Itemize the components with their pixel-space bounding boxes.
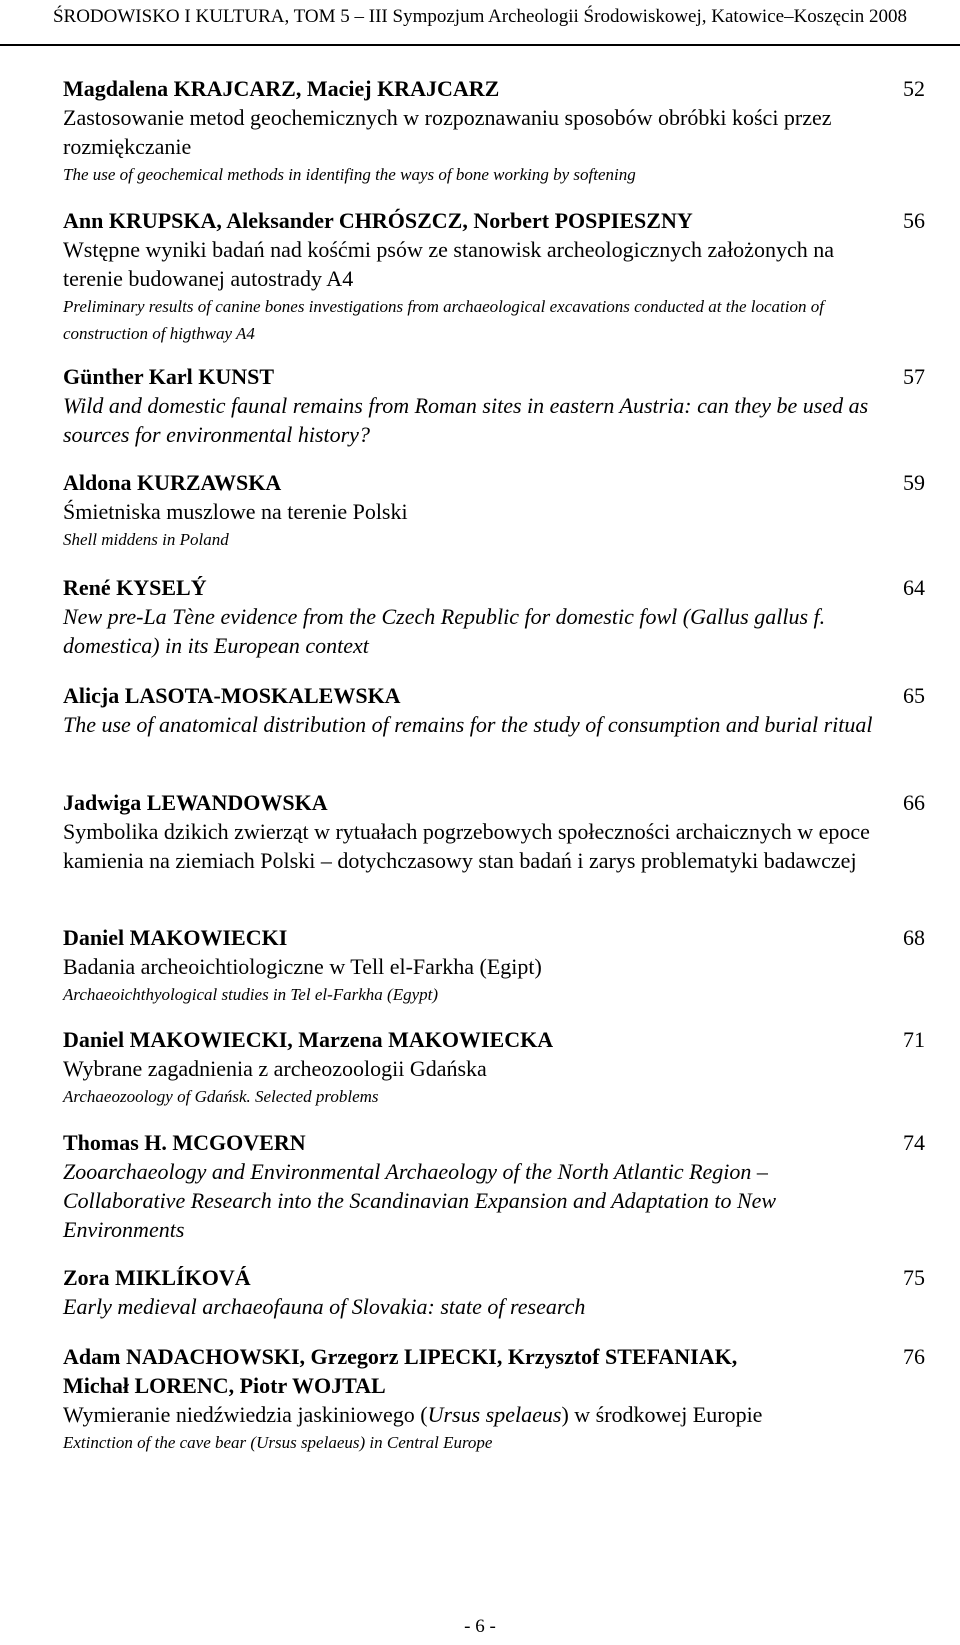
- entry-title-en: The use of anatomical distribution of remains for the study of consumption and burial ritual: [63, 712, 873, 737]
- entry-title-pl: [63, 1400, 893, 1429]
- entry-title-en: Preliminary results of canine bones investigations from archaeological excavations conducted at the location of construction of higthway A4: [63, 297, 824, 343]
- entry-title-pl: Śmietniska muszlowe na terenie Polski: [63, 499, 408, 524]
- entry-title-pl: Zastosowanie metod geochemicznych w rozpoznawaniu sposobów obróbki kości przez rozmiękczanie: [63, 105, 832, 159]
- entry-authors: Günther Karl KUNST: [63, 364, 275, 389]
- toc-entry: [63, 1128, 893, 1244]
- entry-page-number: 68: [903, 925, 925, 950]
- entry-authors: Ann KRUPSKA, Aleksander CHRÓSZCZ, Norbert POSPIESZNY: [63, 208, 693, 233]
- entry-authors: Aldona KURZAWSKA: [63, 470, 282, 495]
- entry-title-pl: Wstępne wyniki badań nad kośćmi psów ze stanowisk archeologicznych założonych na terenie budowanej autostrady A4: [63, 237, 834, 291]
- entry-page-number: 71: [903, 1027, 925, 1052]
- toc-entry: [63, 74, 893, 188]
- entry-page-number: 76: [903, 1344, 925, 1369]
- entry-authors: Adam NADACHOWSKI, Grzegorz LIPECKI, Krzysztof STEFANIAK,: [63, 1344, 738, 1369]
- running-header: ŚRODOWISKO I KULTURA, TOM 5 – III Sympozjum Archeologii Środowiskowej, Katowice–Koszęcin 2008: [52, 6, 908, 27]
- toc-entry: [63, 923, 893, 1008]
- toc-entry: [63, 1263, 893, 1321]
- toc-entry: [63, 788, 893, 875]
- entry-title-en: Archaeozoology of Gdańsk. Selected problems: [63, 1087, 379, 1106]
- entry-title-pl-part: Wymieranie niedźwiedzia jaskiniowego (: [63, 1402, 428, 1427]
- entry-page-number: 56: [903, 208, 925, 233]
- entry-title-pl-part: ) w środkowej Europie: [561, 1402, 763, 1427]
- entry-page-number: 75: [903, 1265, 925, 1290]
- entry-title-en: Early medieval archaeofauna of Slovakia: state of research: [63, 1294, 586, 1319]
- page-number-footer: - 6 -: [464, 1616, 496, 1637]
- entry-authors: Zora MIKLÍKOVÁ: [63, 1265, 251, 1290]
- entry-title-en: The use of geochemical methods in identifing the ways of bone working by softening: [63, 165, 636, 184]
- entry-title-en: Shell middens in Poland: [63, 530, 229, 549]
- entry-title-pl: Badania archeoichtiologiczne w Tell el-Farkha (Egipt): [63, 954, 542, 979]
- entry-title-pl: Wybrane zagadnienia z archeozoologii Gdańska: [63, 1056, 487, 1081]
- entry-title-pl-latin: Ursus spelaeus: [427, 1402, 562, 1427]
- entry-title-en: Archaeoichthyological studies in Tel el-Farkha (Egypt): [63, 985, 439, 1004]
- entry-authors-line2: Michał LORENC, Piotr WOJTAL: [63, 1373, 386, 1398]
- entry-page-number: 64: [903, 575, 925, 600]
- entry-page-number: 59: [903, 470, 925, 495]
- entry-title-en: New pre-La Tène evidence from the Czech Republic for domestic fowl (Gallus gallus f. domestica) in its European context: [63, 604, 826, 658]
- entry-page-number: 74: [903, 1130, 925, 1155]
- entry-page-number: 66: [903, 790, 925, 815]
- entry-title-en: Wild and domestic faunal remains from Roman sites in eastern Austria: can they be used as sources for environmental history?: [63, 393, 869, 447]
- toc-entry: [63, 1025, 893, 1110]
- toc-entry: [63, 206, 893, 347]
- entry-authors: René KYSELÝ: [63, 575, 207, 600]
- toc-entry: [63, 681, 893, 739]
- entry-authors: Daniel MAKOWIECKI: [63, 925, 288, 950]
- toc-entry: [63, 362, 893, 449]
- entry-authors: Alicja LASOTA-MOSKALEWSKA: [63, 683, 401, 708]
- entry-title-pl: Symbolika dzikich zwierząt w rytuałach pogrzebowych społeczności archaicznych w epoce kamienia na ziemiach Polski – dotychczasowy stan badań i zarys problematyki badawczej: [63, 819, 870, 873]
- entry-authors: Daniel MAKOWIECKI, Marzena MAKOWIECKA: [63, 1027, 554, 1052]
- toc-entry: [63, 573, 893, 660]
- entry-authors: Thomas H. MCGOVERN: [63, 1130, 306, 1155]
- entry-authors: Jadwiga LEWANDOWSKA: [63, 790, 328, 815]
- toc-entry: [63, 468, 893, 553]
- entry-page-number: 52: [903, 76, 925, 101]
- entry-title-en: Extinction of the cave bear (Ursus spelaeus) in Central Europe: [63, 1433, 493, 1452]
- entry-page-number: 57: [903, 364, 925, 389]
- entry-authors: Magdalena KRAJCARZ, Maciej KRAJCARZ: [63, 76, 500, 101]
- entry-page-number: 65: [903, 683, 925, 708]
- toc-entry: [63, 1342, 893, 1456]
- entry-title-en: Zooarchaeology and Environmental Archaeology of the North Atlantic Region – Collaborative Research into the Scandinavian Expansion and Adaptation to New Environments: [63, 1159, 777, 1242]
